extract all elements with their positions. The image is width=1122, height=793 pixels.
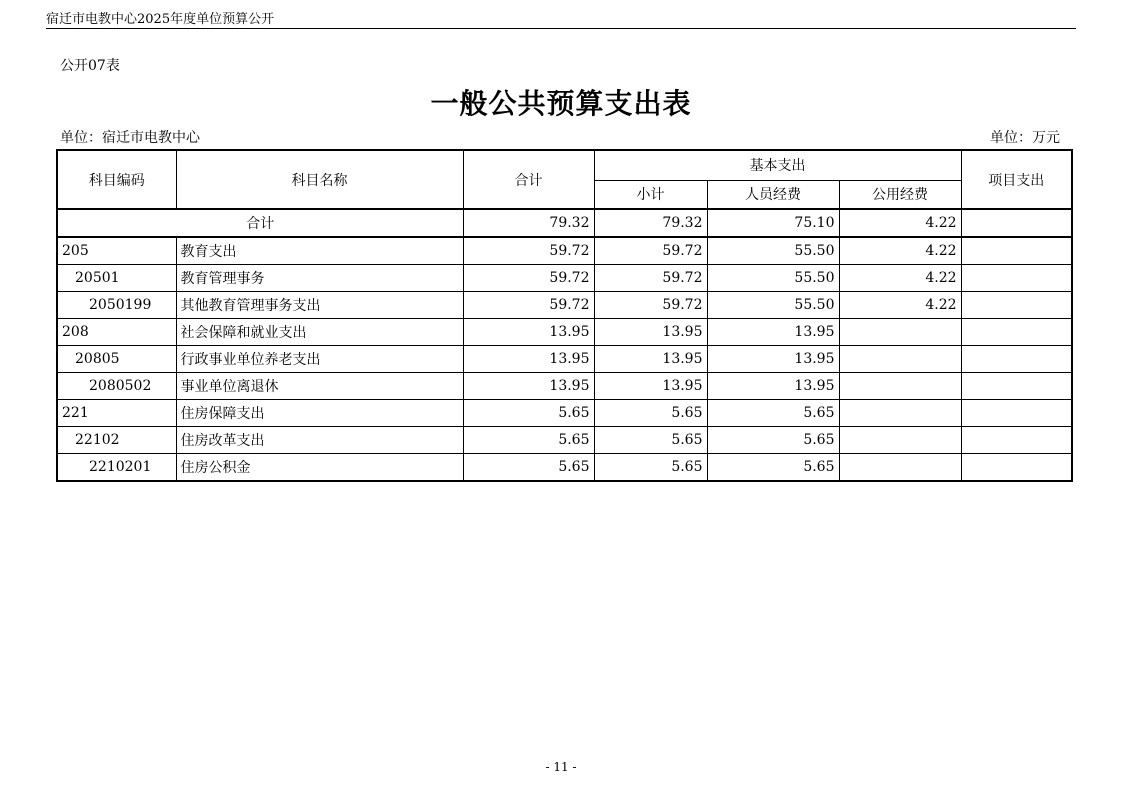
row-code: 2050199 [57,292,176,319]
row-project [961,319,1072,346]
row-subtotal: 13.95 [594,373,707,400]
row-name: 教育管理事务 [176,265,463,292]
row-name: 住房改革支出 [176,427,463,454]
table-tag: 公开07表 [60,58,120,74]
row-public [839,400,961,427]
header-name: 科目名称 [176,150,463,209]
row-name: 住房公积金 [176,454,463,482]
row-code: 221 [57,400,176,427]
row-subtotal: 13.95 [594,346,707,373]
row-code: 20501 [57,265,176,292]
row-subtotal: 59.72 [594,237,707,265]
row-total: 59.72 [463,265,594,292]
row-total: 59.72 [463,237,594,265]
table-row [57,237,1072,265]
table-row [57,319,1072,346]
table-row [57,265,1072,292]
row-total: 5.65 [463,454,594,482]
table-row [57,400,1072,427]
row-public [839,319,961,346]
row-personnel: 5.65 [707,427,839,454]
row-name: 教育支出 [176,237,463,265]
row-code: 20805 [57,346,176,373]
header-basic: 基本支出 [594,150,961,180]
table-row [57,346,1072,373]
unit-currency: 单位：万元 [990,130,1060,146]
header-total: 合计 [463,150,594,209]
row-total: 13.95 [463,373,594,400]
row-name: 行政事业单位养老支出 [176,346,463,373]
row-total: 5.65 [463,400,594,427]
total-project [961,209,1072,237]
header-code: 科目编码 [57,150,176,209]
total-personnel: 75.10 [707,209,839,237]
table-row [57,373,1072,400]
header-divider [46,28,1076,29]
row-total: 5.65 [463,427,594,454]
row-subtotal: 59.72 [594,292,707,319]
table-row [57,427,1072,454]
table-row [57,292,1072,319]
row-total: 13.95 [463,346,594,373]
page-number: - 11 - [545,760,577,774]
total-subtotal: 79.32 [594,209,707,237]
row-subtotal: 5.65 [594,427,707,454]
row-project [961,237,1072,265]
row-public: 4.22 [839,237,961,265]
row-project [961,454,1072,482]
row-name: 事业单位离退休 [176,373,463,400]
row-subtotal: 5.65 [594,400,707,427]
row-total: 59.72 [463,292,594,319]
row-personnel: 55.50 [707,265,839,292]
unit-organization: 单位：宿迁市电教中心 [60,130,200,146]
header-public: 公用经费 [839,180,961,209]
row-name: 社会保障和就业支出 [176,319,463,346]
row-personnel: 5.65 [707,400,839,427]
row-project [961,346,1072,373]
row-personnel: 13.95 [707,373,839,400]
row-personnel: 55.50 [707,237,839,265]
row-project [961,265,1072,292]
header-project: 项目支出 [961,150,1072,209]
total-label: 合计 [57,209,463,237]
row-public [839,427,961,454]
row-subtotal: 5.65 [594,454,707,482]
row-total: 13.95 [463,319,594,346]
running-header: 宿迁市电教中心2025年度单位预算公开 [46,12,275,27]
row-public [839,373,961,400]
total-total: 79.32 [463,209,594,237]
row-code: 22102 [57,427,176,454]
row-code: 208 [57,319,176,346]
total-row [57,209,1072,237]
row-personnel: 13.95 [707,319,839,346]
row-name: 住房保障支出 [176,400,463,427]
row-personnel: 5.65 [707,454,839,482]
row-subtotal: 13.95 [594,319,707,346]
row-public: 4.22 [839,292,961,319]
row-code: 2210201 [57,454,176,482]
row-name: 其他教育管理事务支出 [176,292,463,319]
header-personnel: 人员经费 [707,180,839,209]
row-public [839,346,961,373]
row-public: 4.22 [839,265,961,292]
row-personnel: 55.50 [707,292,839,319]
total-public: 4.22 [839,209,961,237]
page-title: 一般公共预算支出表 [430,87,692,120]
header-subtotal: 小计 [594,180,707,209]
budget-table [56,149,1073,482]
row-public [839,454,961,482]
row-project [961,400,1072,427]
row-project [961,427,1072,454]
row-project [961,292,1072,319]
row-code: 205 [57,237,176,265]
row-personnel: 13.95 [707,346,839,373]
row-project [961,373,1072,400]
row-code: 2080502 [57,373,176,400]
row-subtotal: 59.72 [594,265,707,292]
table-row [57,454,1072,482]
